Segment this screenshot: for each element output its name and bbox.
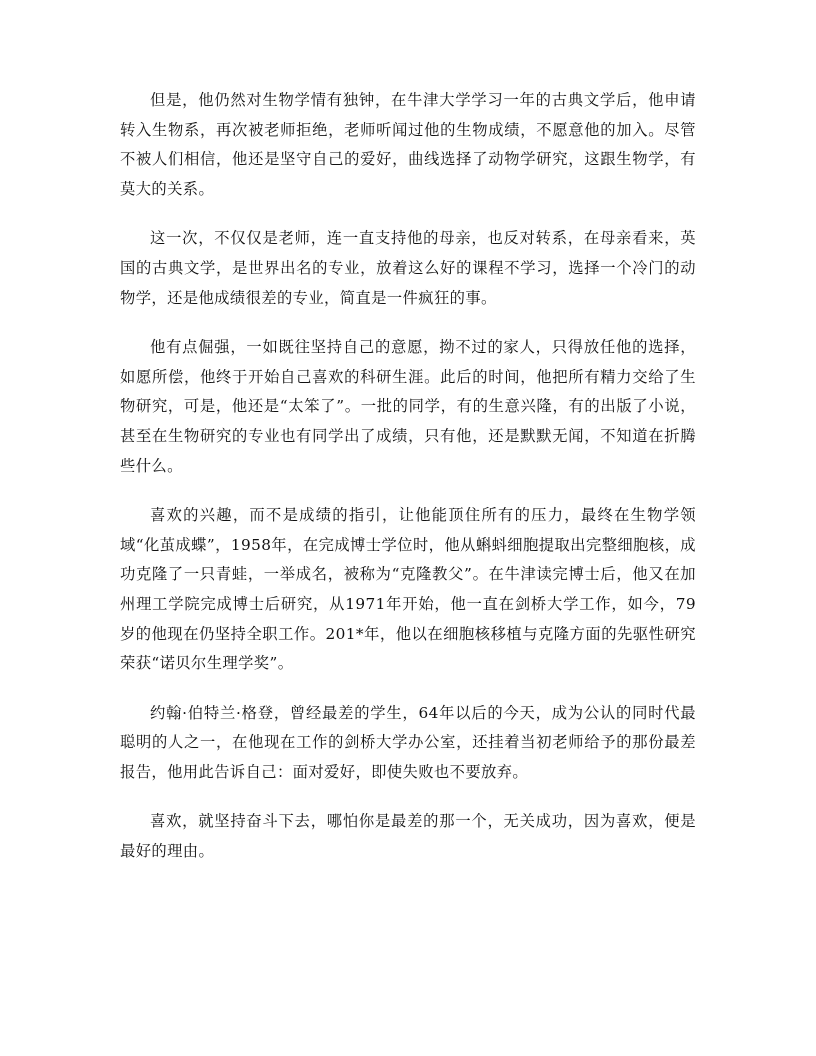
paragraph-1: 但是，他仍然对生物学情有独钟，在牛津大学学习一年的古典文学后，他申请转入生物系，再次被老师拒绝，老师听闻过他的生物成绩，不愿意他的加入。尽管不被人们相信，他还是坚守自己的爱好，曲线选择了动物学研究，这跟生物学，有莫大的关系。 <box>120 91 696 198</box>
paragraph-4: 喜欢的兴趣，而不是成绩的指引，让他能顶住所有的压力，最终在生物学领域“化茧成蝶”，1958年，在完成博士学位时，他从蝌蚪细胞提取出完整细胞核，成功克隆了一只青蛙，一举成名，被称为“克隆教父”。在牛津读完博士后，他又在加州理工学院完成博士后研究，从1971年开始，他一直在剑桥大学工作，如今，79岁的他现在仍坚持全职工作。201*年，他以在细胞核移植与克隆方面的先驱性研究荣获“诺贝尔生理学奖”。 <box>120 506 696 673</box>
paragraph-2: 这一次，不仅仅是老师，连一直支持他的母亲，也反对转系，在母亲看来，英国的古典文学，是世界出名的专业，放着这么好的课程不学习，选择一个冷门的动物学，还是他成绩很差的专业，简直是一件疯狂的事。 <box>120 229 696 307</box>
document-body <box>120 86 696 887</box>
paragraph-6: 喜欢，就坚持奋斗下去，哪怕你是最差的那一个，无关成功，因为喜欢，便是最好的理由。 <box>120 812 696 861</box>
paragraph-5: 约翰·伯特兰·格登，曾经最差的学生，64年以后的今天，成为公认的同时代最聪明的人之一，在他现在工作的剑桥大学办公室，还挂着当初老师给予的那份最差报告，他用此告诉自己：面对爱好，即使失败也不要放弃。 <box>120 703 696 781</box>
paragraph-3: 他有点倔强，一如既往坚持自己的意愿，拗不过的家人，只得放任他的选择，如愿所偿，他终于开始自己喜欢的科研生涯。此后的时间，他把所有精力交给了生物研究，可是，他还是“太笨了”。一批的同学，有的生意兴隆，有的出版了小说，甚至在生物研究的专业也有同学出了成绩，只有他，还是默默无闻，不知道在折腾些什么。 <box>120 338 696 475</box>
